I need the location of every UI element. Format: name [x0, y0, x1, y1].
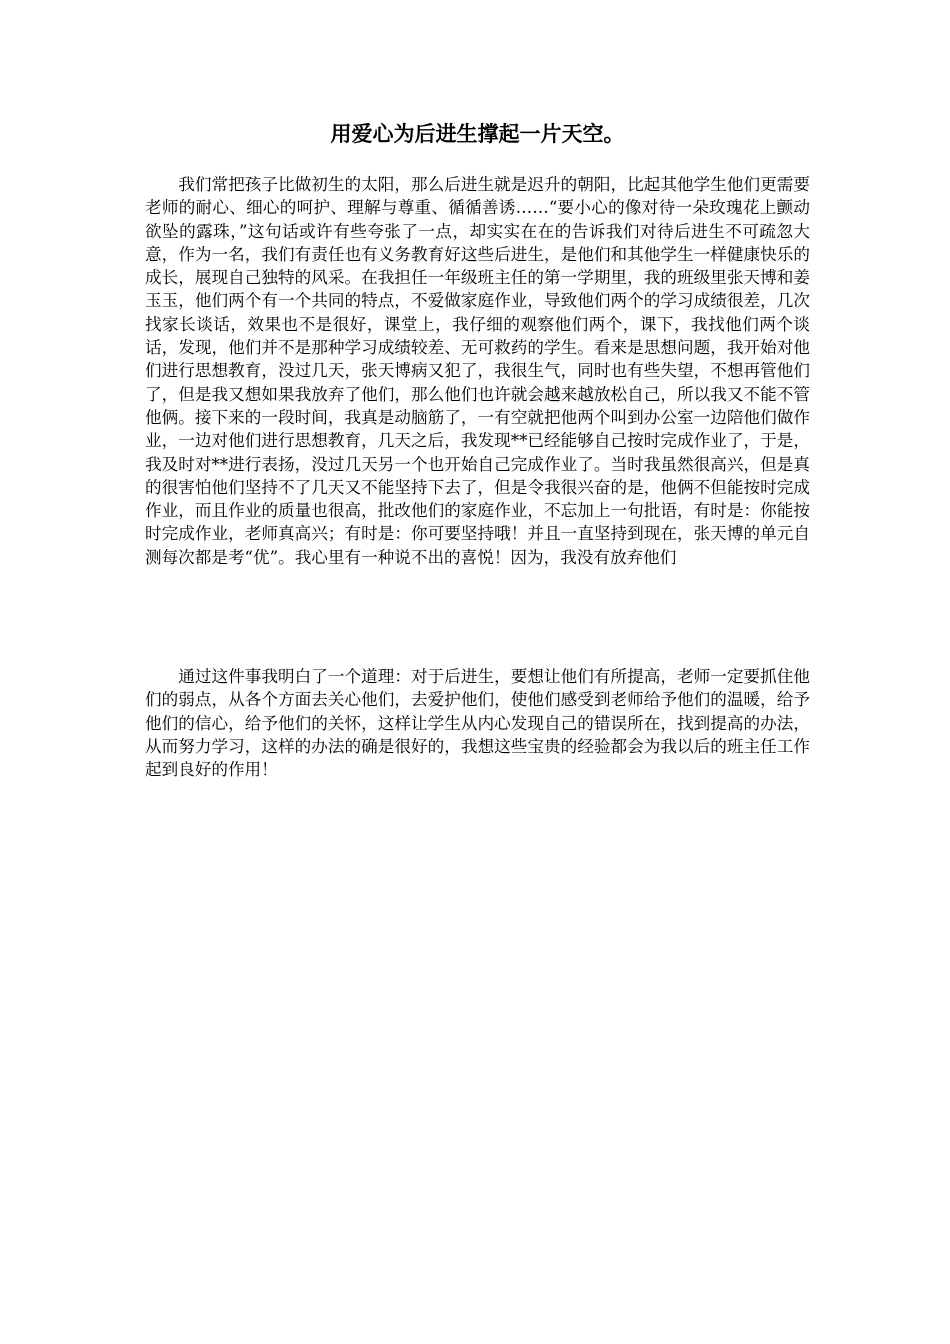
body-paragraph-1: 我们常把孩子比做初生的太阳，那么后进生就是迟升的朝阳，比起其他学生他们更需要老师的耐心、细心的呵护、理解与尊重、循循善诱……“要小心的像对待一朵玫瑰花上颤动欲坠的露珠，”这句话或许有些夸张了一点，却实实在在的告诉我们对待后进生不可疏忽大意，作为一名，我们有责任也有义务教育好这些后进生，是他们和其他学生一样健康快乐的成长，展现自己独特的风采。在我担任一年级班主任的第一学期里，我的班级里张天博和姜玉玉，他们两个有一个共同的特点，不爱做家庭作业，导致他们两个的学习成绩很差，几次找家长谈话，效果也不是很好，课堂上，我仔细的观察他们两个，课下，我找他们两个谈话，发现，他们并不是那种学习成绩较差、无可救药的学生。看来是思想问题，我开始对他们进行思想教育，没过几天，张天博病又犯了，我很生气，同时也有些失望，不想再管他们了，但是我又想如果我放弃了他们，那么他们也许就会越来越放松自己，所以我又不能不管他俩。接下来的一段时间，我真是动脑筋了，一有空就把他两个叫到办公室一边陪他们做作业，一边对他们进行思想教育，几天之后，我发现**已经能够自己按时完成作业了，于是，我及时对**进行表扬，没过几天另一个也开始自己完成作业了。当时我虽然很高兴，但是真的很害怕他们坚持不了几天又不能坚持下去了，但是令我很兴奋的是，他俩不但能按时完成作业，而且作业的质量也很高，批改他们的家庭作业，不忘加上一句批语，有时是：你能按时完成作业，老师真高兴；有时是：你可要坚持哦！并且一直坚持到现在，张天博的单元自测每次都是考“优”。我心里有一种说不出的喜悦！因为，我没有放弃他们 [145, 175, 810, 567]
document-title: 用爱心为后进生撑起一片天空。 [330, 122, 625, 146]
body-paragraph-2: 通过这件事我明白了一个道理：对于后进生，要想让他们有所提高，老师一定要抓住他们的弱点，从各个方面去关心他们，去爱护他们，使他们感受到老师给予他们的温暖，给予他们的信心，给予他们的关怀，这样让学生从内心发现自己的错误所在，找到提高的办法，从而努力学习，这样的办法的确是很好的，我想这些宝贵的经验都会为我以后的班主任工作起到良好的作用！ [145, 667, 810, 780]
